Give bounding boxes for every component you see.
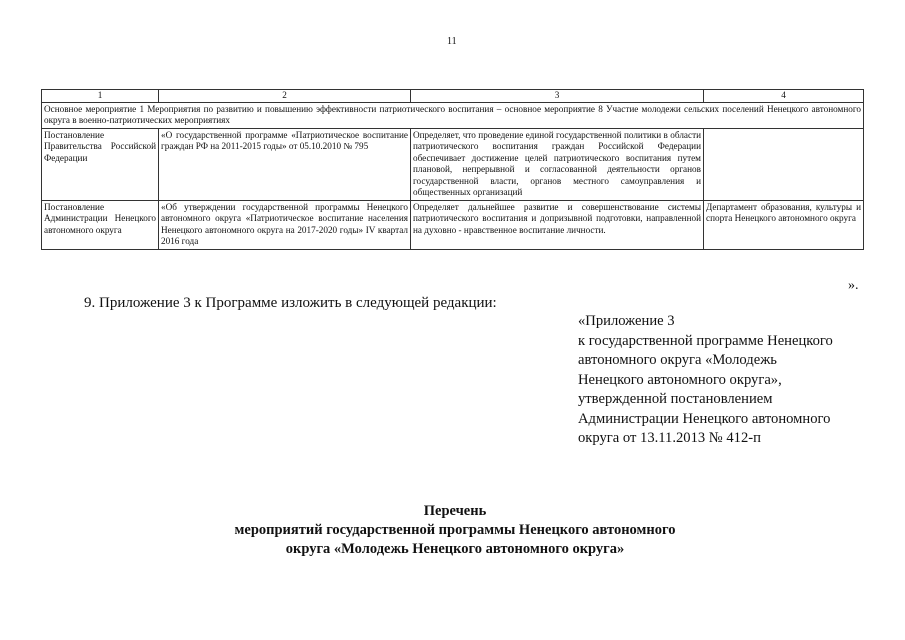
row2-document-title: «Об утверждении государственной программы Ненецкого автономного округа «Патриотическое воспитание населения Ненецкого автономного округа на 2017-2020 годы» IV квартал 2016 года xyxy=(159,200,411,249)
regulatory-table xyxy=(41,89,864,250)
appendix-header-block xyxy=(578,312,833,449)
appendix-line: утвержденной постановлением xyxy=(578,391,773,407)
row1-document-type: Постановление Правительства Российской Федерации xyxy=(42,128,159,200)
closing-quote: ». xyxy=(848,278,859,293)
row2-responsible: Департамент образования, культуры и спорта Ненецкого автономного округа xyxy=(704,200,864,249)
table-header-row xyxy=(42,90,864,103)
row1-document-title: «О государственной программе «Патриотическое воспитание граждан РФ на 2011-2015 годы» от 05.10.2010 № 795 xyxy=(159,128,411,200)
table-row xyxy=(42,200,864,249)
appendix-line: округа от 13.11.2013 № 412-п xyxy=(578,430,761,446)
appendix-line: к государственной программе Ненецкого xyxy=(578,332,833,349)
column-number-4: 4 xyxy=(704,90,864,103)
row1-responsible xyxy=(704,128,864,200)
column-number-2: 2 xyxy=(159,90,411,103)
column-number-3: 3 xyxy=(411,90,704,103)
appendix-line: автономного округа «Молодежь xyxy=(578,352,777,368)
item-9-text: 9. Приложение 3 к Программе изложить в следующей редакции: xyxy=(84,295,497,311)
appendix-line: Администрации Ненецкого автономного xyxy=(578,410,831,427)
row1-description: Определяет, что проведение единой государственной политики в области патриотического воспитания граждан Российской Федерации обеспечивает достижение целей патриотического воспитания путем плановой, непрерывной и согласованной деятельности органов государственной власти, органов местного самоуправления и общественных организаций xyxy=(411,128,704,200)
row2-document-type: Постановление Администрации Ненецкого автономного округа xyxy=(42,200,159,249)
title-line: округа «Молодежь Ненецкого автономного округа» xyxy=(285,541,625,557)
column-number-1: 1 xyxy=(42,90,159,103)
section-row xyxy=(42,102,864,128)
appendix-line: «Приложение 3 xyxy=(578,313,675,329)
section-title-cell: Основное мероприятие 1 Мероприятия по развитию и повышению эффективности патриотического воспитания – основное мероприятие 8 Участие молодежи сельских поселений Ненецкого автономного округа в военно-патриотических мероприятиях xyxy=(42,102,864,128)
row2-description: Определяет дальнейшее развитие и совершенствование системы патриотического воспитания и допризывной подготовки, направленной на духовно - нравственное воспитание личности. xyxy=(411,200,704,249)
table-row xyxy=(42,128,864,200)
document-title xyxy=(190,502,720,559)
page-number: 11 xyxy=(447,36,457,47)
title-line: мероприятий государственной программы Ненецкого автономного xyxy=(234,522,676,538)
appendix-line: Ненецкого автономного округа», xyxy=(578,371,782,388)
title-line: Перечень xyxy=(423,503,487,519)
